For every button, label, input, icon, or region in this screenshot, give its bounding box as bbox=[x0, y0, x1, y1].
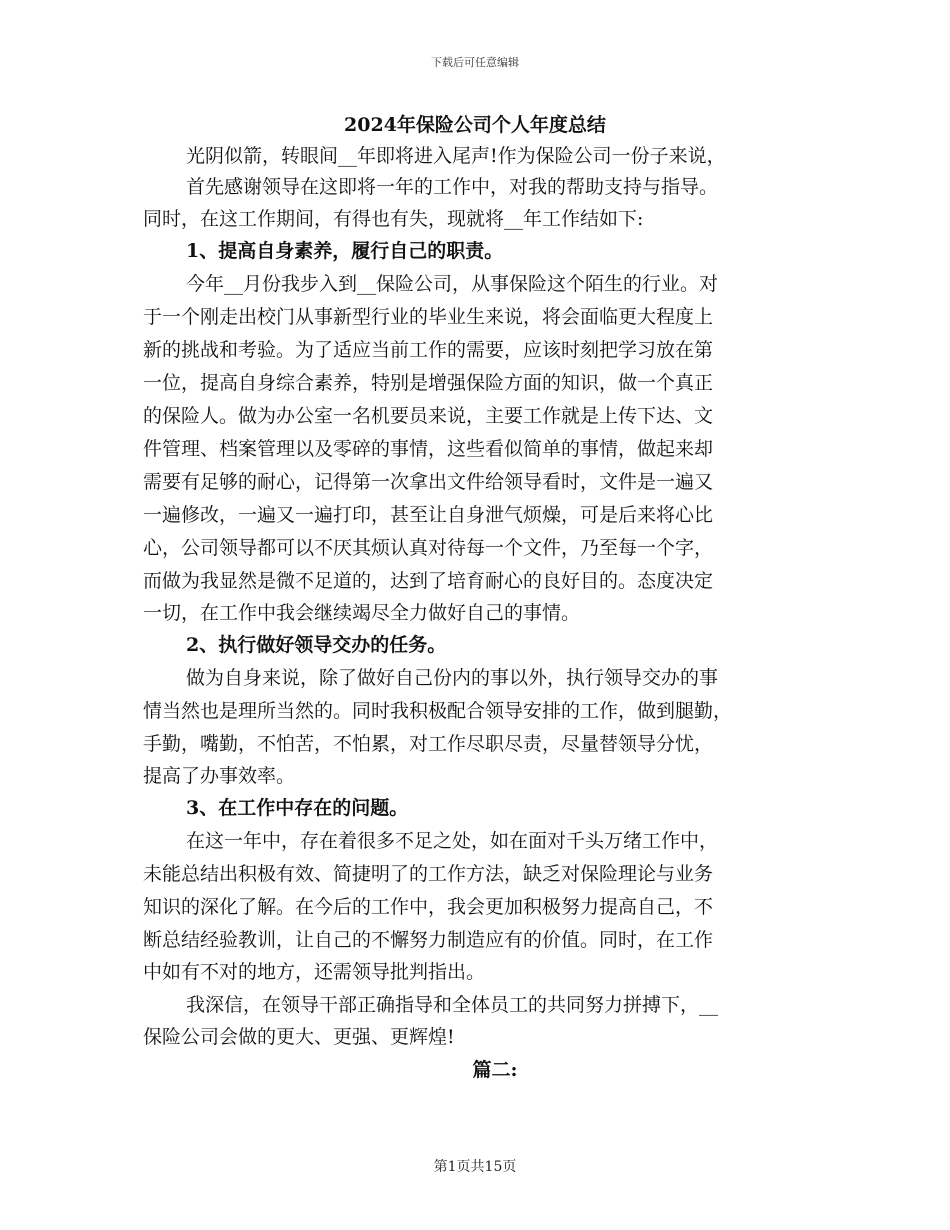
text-line: 首先感谢领导在这即将一年的工作中，对我的帮助支持与指导。 bbox=[186, 176, 719, 198]
text-line: 于一个刚走出校门从事新型行业的毕业生来说，将会面临更大程度上 bbox=[143, 306, 714, 328]
text-line: 而做为我显然是微不足道的，达到了培育耐心的良好目的。态度决定 bbox=[143, 570, 714, 592]
section-heading: 1、提高自身素养，履行自己的职责。 bbox=[186, 240, 504, 262]
page-footer: 第1页共15页 bbox=[433, 1159, 517, 1175]
text-line: 光阴似箭，转眼间__年即将进入尾声!作为保险公司一份子来说， bbox=[186, 145, 726, 167]
subheading: 篇二: bbox=[472, 1059, 518, 1081]
text-line: 情当然也是理所当然的。同时我积极配合领导安排的工作，做到腿勤， bbox=[143, 700, 733, 722]
text-line: 新的挑战和考验。为了适应当前工作的需要，应该时刻把学习放在第 bbox=[143, 339, 714, 361]
text-line: 我深信，在领导干部正确指导和全体员工的共同努力拼搏下，__ bbox=[186, 994, 719, 1016]
text-line: 做为自身来说，除了做好自己份内的事以外，执行领导交办的事 bbox=[186, 667, 719, 689]
text-line: 同时，在这工作期间，有得也有失，现就将__年工作结如下: bbox=[143, 208, 644, 230]
section-heading: 3、在工作中存在的问题。 bbox=[186, 797, 409, 819]
text-line: 提高了办事效率。 bbox=[143, 765, 296, 787]
section-heading: 2、执行做好领导交办的任务。 bbox=[186, 634, 447, 656]
text-line: 今年__月份我步入到__保险公司，从事保险这个陌生的行业。对 bbox=[186, 273, 719, 295]
text-line: 件管理、档案管理以及零碎的事情，这些看似简单的事情，做起来却 bbox=[143, 438, 714, 460]
text-line: 心，公司领导都可以不厌其烦认真对待每一个文件，乃至每一个字， bbox=[143, 537, 714, 559]
header-note: 下载后可任意编辑 bbox=[431, 56, 519, 69]
text-line: 知识的深化了解。在今后的工作中，我会更加积极努力提高自己，不 bbox=[143, 896, 714, 918]
text-line: 未能总结出积极有效、简捷明了的工作方法，缺乏对保险理论与业务 bbox=[143, 863, 714, 885]
text-line: 一遍修改，一遍又一遍打印，甚至让自身泄气烦燥，可是后来将心比 bbox=[143, 504, 714, 526]
text-line: 保险公司会做的更大、更强、更辉煌! bbox=[143, 1026, 455, 1048]
text-line: 一位，提高自身综合素养，特别是增强保险方面的知识，做一个真正 bbox=[143, 372, 714, 394]
text-line: 的保险人。做为办公室一名机要员来说，主要工作就是上传下达、文 bbox=[143, 405, 714, 427]
text-line: 断总结经验教训，让自己的不懈努力制造应有的价值。同时，在工作 bbox=[143, 929, 714, 951]
text-line: 手勤，嘴勤，不怕苦，不怕累，对工作尽职尽责，尽量替领导分忧， bbox=[143, 733, 714, 755]
text-line: 中如有不对的地方，还需领导批判指出。 bbox=[143, 961, 486, 983]
document-title: 2024年保险公司个人年度总结 bbox=[344, 114, 606, 136]
text-line: 一切，在工作中我会继续竭尽全力做好自己的事情。 bbox=[143, 602, 581, 624]
text-line: 需要有足够的耐心，记得第一次拿出文件给领导看时，文件是一遍又 bbox=[143, 471, 714, 493]
text-line: 在这一年中，存在着很多不足之处，如在面对千头万绪工作中， bbox=[186, 830, 719, 852]
